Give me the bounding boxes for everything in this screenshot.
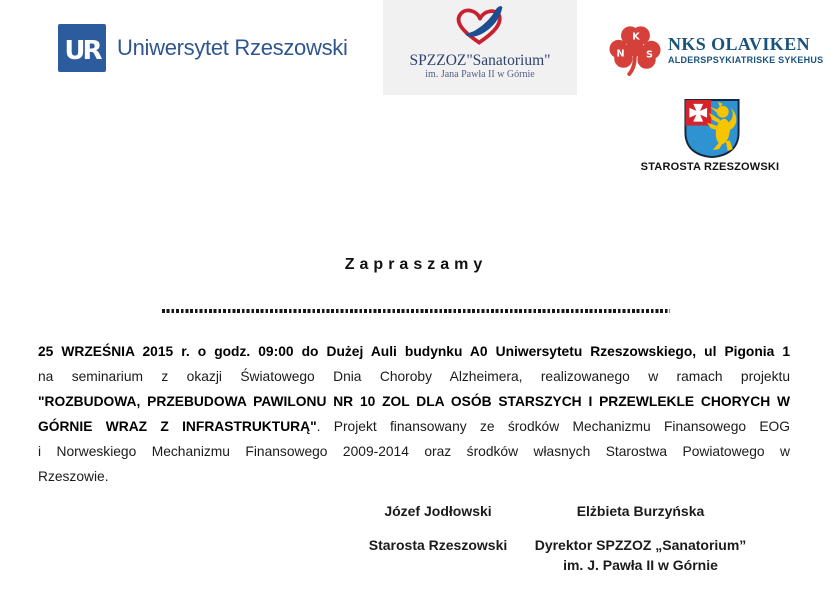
- nks-title: NKS OLAVIKEN: [668, 33, 811, 54]
- paragraph-line: GÓRNIE WRAZ Z INFRASTRUKTURĄ". Projekt finansowany ze środków Mechanizmu Finansowego EOG: [38, 419, 790, 434]
- dotted-separator: [162, 309, 670, 313]
- signatory-title: Starosta Rzeszowski: [368, 537, 508, 553]
- signatory-name: Elżbieta Burzyńska: [576, 503, 705, 519]
- invitation-paragraph: [38, 339, 790, 489]
- logo-uniwersytet-rzeszowski: [58, 24, 348, 72]
- heart-hand-icon: [451, 5, 509, 52]
- paragraph-line: na seminarium z okazji Światowego Dnia Choroby Alzheimera, realizowanego w ramach projektu: [38, 369, 790, 384]
- sanatorium-subtitle: im. Jana Pawła II w Górnie: [425, 69, 535, 80]
- paragraph-line: 25 WRZEŚNIA 2015 r. o godz. 09:00 do Dużej Auli budynku A0 Uniwersytetu Rzeszowskiego, ul Pigonia 1: [38, 344, 790, 359]
- logo-nks-olaviken: [608, 22, 823, 76]
- signatory-name: Józef Jodłowski: [384, 503, 492, 519]
- logo-spzzoz-sanatorium: [383, 0, 577, 95]
- clover-icon: [608, 22, 662, 76]
- sanatorium-title: SPZZOZ"Sanatorium": [409, 52, 551, 69]
- paragraph-line: i Norweskiego Mechanizmu Finansowego 2009-2014 oraz środków własnych Starostwa Powiatowego w: [38, 444, 790, 459]
- signature-block: [38, 501, 790, 591]
- paragraph-line: "ROZBUDOWA, PRZEBUDOWA PAWILONU NR 10 ZOL DLA OSÓB STARSZYCH I PRZEWLEKLE CHORYCH W: [38, 394, 790, 409]
- paragraph-line: Rzeszowie.: [38, 469, 109, 484]
- clover-letter-n: N: [616, 48, 625, 60]
- signatory-title: Dyrektor SPZZOZ „Sanatorium”: [534, 537, 747, 553]
- ur-logo-text: Uniwersytet Rzeszowski: [117, 35, 348, 60]
- clover-letter-s: S: [645, 49, 653, 61]
- clover-letter-k: K: [632, 31, 640, 43]
- nks-subtitle: ALDERSPSYKIATRISKE SYKEHUS: [668, 54, 824, 65]
- signature-right: [498, 501, 783, 575]
- ur-monogram-icon: [58, 24, 106, 72]
- starosta-caption: STAROSTA RZESZOWSKI: [640, 161, 780, 173]
- signatory-title-line2: im. J. Pawła II w Górnie: [563, 557, 718, 573]
- svg-text:UR: UR: [64, 36, 100, 66]
- coat-of-arms-icon: [682, 97, 742, 160]
- invitation-heading: Zapraszamy: [344, 256, 488, 273]
